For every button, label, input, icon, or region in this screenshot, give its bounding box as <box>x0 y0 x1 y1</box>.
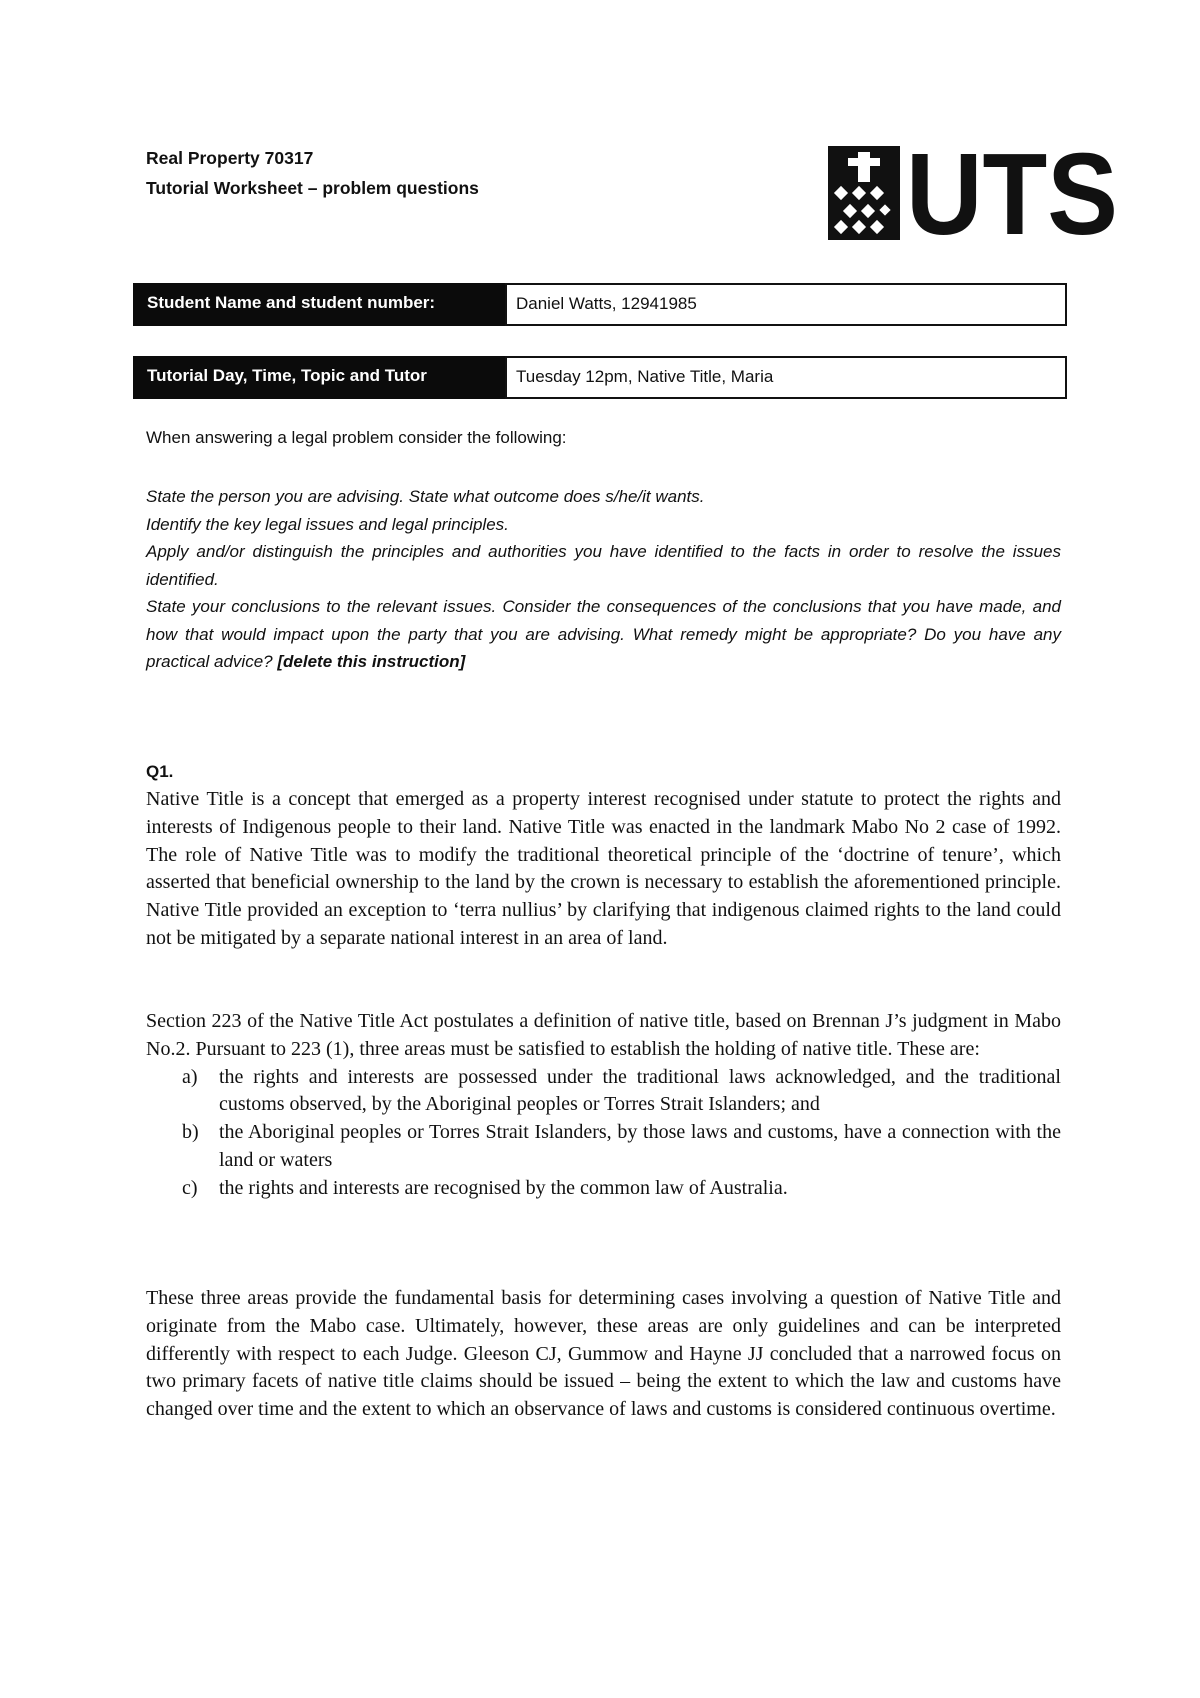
list-item-text: the rights and interests are recognised by the common law of Australia. <box>219 1176 788 1199</box>
uts-logo <box>828 144 1120 242</box>
instruction-line: Apply and/or distinguish the principles and authorities you have identified to the facts in order to resolve the issues identified. <box>146 542 1061 589</box>
student-name-label: Student Name and student number: <box>133 283 505 326</box>
instruction-line: Identify the key legal issues and legal principles. <box>146 514 509 534</box>
student-info-row <box>133 283 1067 326</box>
uts-crest-icon <box>828 146 900 240</box>
delete-instruction-note: [delete this instruction] <box>277 652 466 671</box>
answer-paragraph-1 <box>146 786 1061 953</box>
answer-paragraph-3 <box>146 1285 1061 1424</box>
list-item <box>146 1064 1061 1120</box>
list-marker: b) <box>182 1121 199 1144</box>
criteria-list <box>146 1064 1061 1203</box>
tutorial-info-label: Tutorial Day, Time, Topic and Tutor <box>133 356 505 399</box>
list-item <box>146 1119 1061 1175</box>
list-marker: a) <box>182 1065 198 1088</box>
student-name-value: Daniel Watts, 12941985 <box>505 283 1067 326</box>
uts-logo-text: UTS <box>906 144 1118 242</box>
tutorial-info-row <box>133 356 1067 399</box>
answer-paragraph-2 <box>146 1008 1061 1203</box>
intro-text: When answering a legal problem consider the following: <box>146 428 567 447</box>
instructions-block <box>146 483 1061 676</box>
paragraph-text: Section 223 of the Native Title Act postulates a definition of native title, based on Brennan J’s judgment in Mabo No.2. Pursuant to 223 (1), three areas must be satisfied to establish the holding of native title. These are: <box>146 1010 1061 1060</box>
document-header <box>146 143 479 203</box>
question-label: Q1. <box>146 762 174 781</box>
tutorial-info-value: Tuesday 12pm, Native Title, Maria <box>505 356 1067 399</box>
instruction-line <box>146 593 1061 676</box>
list-item-text: the Aboriginal peoples or Torres Strait Islanders, by those laws and customs, have a connection with the land or waters <box>219 1121 1061 1171</box>
course-title: Real Property 70317 <box>146 148 314 168</box>
worksheet-title: Tutorial Worksheet – problem questions <box>146 178 479 198</box>
instruction-line: State the person you are advising. State what outcome does s/he/it wants. <box>146 487 705 506</box>
paragraph-text: These three areas provide the fundamental basis for determining cases involving a question of Native Title and originate from the Mabo case. Ultimately, however, these areas are only guidelines and can be interpreted differently with respect to each Judge. Gleeson CJ, Gummow and Hayne JJ concluded that a narrowed focus on two primary facets of native title claims should be issued – being the extent to which the law and customs have changed over time and the extent to which an observance of laws and customs is considered continuous overtime. <box>146 1287 1061 1421</box>
list-item <box>146 1175 1061 1203</box>
instruction-line-text: State your conclusions to the relevant issues. Consider the consequences of the conclusions that you have made, and how that would impact upon the party that you are advising. What remedy might be appropriate? Do you have any practical advice? <box>146 597 1061 671</box>
list-item-text: the rights and interests are possessed under the traditional laws acknowledged, and the traditional customs observed, by the Aboriginal peoples or Torres Strait Islanders; and <box>219 1065 1061 1116</box>
list-marker: c) <box>182 1176 198 1199</box>
paragraph-text: Native Title is a concept that emerged as a property interest recognised under statute to protect the rights and interests of Indigenous people to their land. Native Title was enacted in the landmark Mabo No 2 case of 1992. The role of Native Title was to modify the traditional theoretical principle of the ‘doctrine of tenure’, which asserted that beneficial ownership to the land by the crown is necessary to establish the aforementioned principle. Native Title provided an exception to ‘terra nullius’ by clarifying that indigenous claimed rights to the land could not be mitigated by a separate national interest in an area of land. <box>146 788 1061 949</box>
